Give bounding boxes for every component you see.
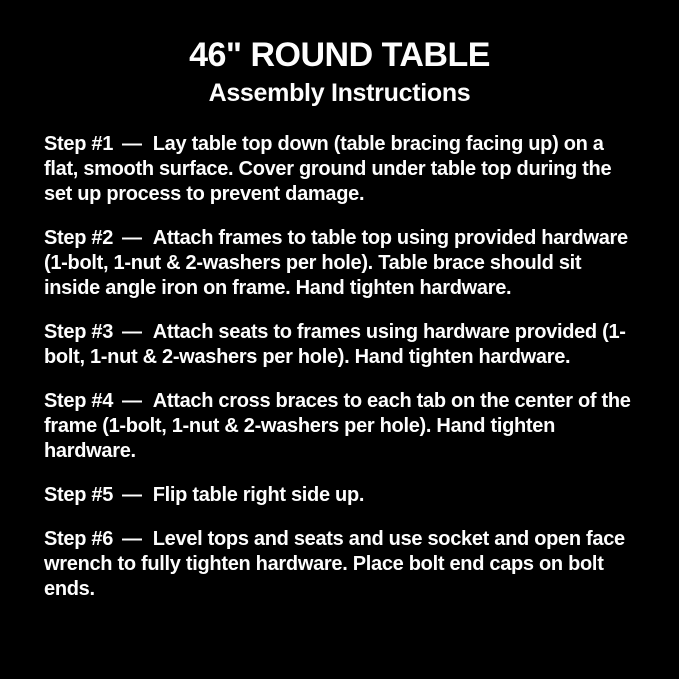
step-5-dash: —: [122, 484, 142, 506]
header: [0, 0, 679, 107]
step-1-label: Step #1: [44, 133, 114, 155]
step-4-paragraph: [44, 389, 637, 464]
step-4-label: Step #4: [44, 390, 114, 412]
step-6-label: Step #6: [44, 528, 114, 550]
step-2-paragraph: [44, 226, 637, 301]
step-6-dash: —: [122, 528, 142, 550]
step-4-text: Attach cross braces to each tab on the center of the frame (1-bolt, 1-nut & 2-washers per hole). Hand tighten hardware.: [44, 390, 631, 462]
step-2-label: Step #2: [44, 227, 114, 249]
step-1-text: Lay table top down (table bracing facing up) on a flat, smooth surface. Cover ground under table top during the set up process to prevent damage.: [44, 133, 612, 205]
step-5-text: Flip table right side up.: [152, 484, 365, 506]
step-3-dash: —: [122, 321, 142, 343]
step-5-label: Step #5: [44, 484, 114, 506]
step-3-label: Step #3: [44, 321, 114, 343]
step-6-paragraph: [44, 527, 637, 602]
step-6-text: Level tops and seats and use socket and open face wrench to fully tighten hardware. Place bolt end caps on bolt ends.: [44, 528, 625, 600]
step-4-dash: —: [122, 390, 142, 412]
step-2-text: Attach frames to table top using provided hardware (1-bolt, 1-nut & 2-washers per hole). Table brace should sit inside angle iron on frame. Hand tighten hardware.: [44, 227, 628, 299]
steps-list: [0, 107, 679, 602]
step-1-dash: —: [122, 133, 142, 155]
page-title: 46" ROUND TABLE: [189, 36, 490, 74]
step-3-paragraph: [44, 320, 637, 370]
step-2-dash: —: [122, 227, 142, 249]
step-5-paragraph: [44, 483, 637, 508]
step-3-text: Attach seats to frames using hardware provided (1-bolt, 1-nut & 2-washers per hole). Hand tighten hardware.: [44, 321, 626, 368]
page-subtitle: Assembly Instructions: [208, 79, 471, 107]
step-1-paragraph: [44, 132, 637, 207]
